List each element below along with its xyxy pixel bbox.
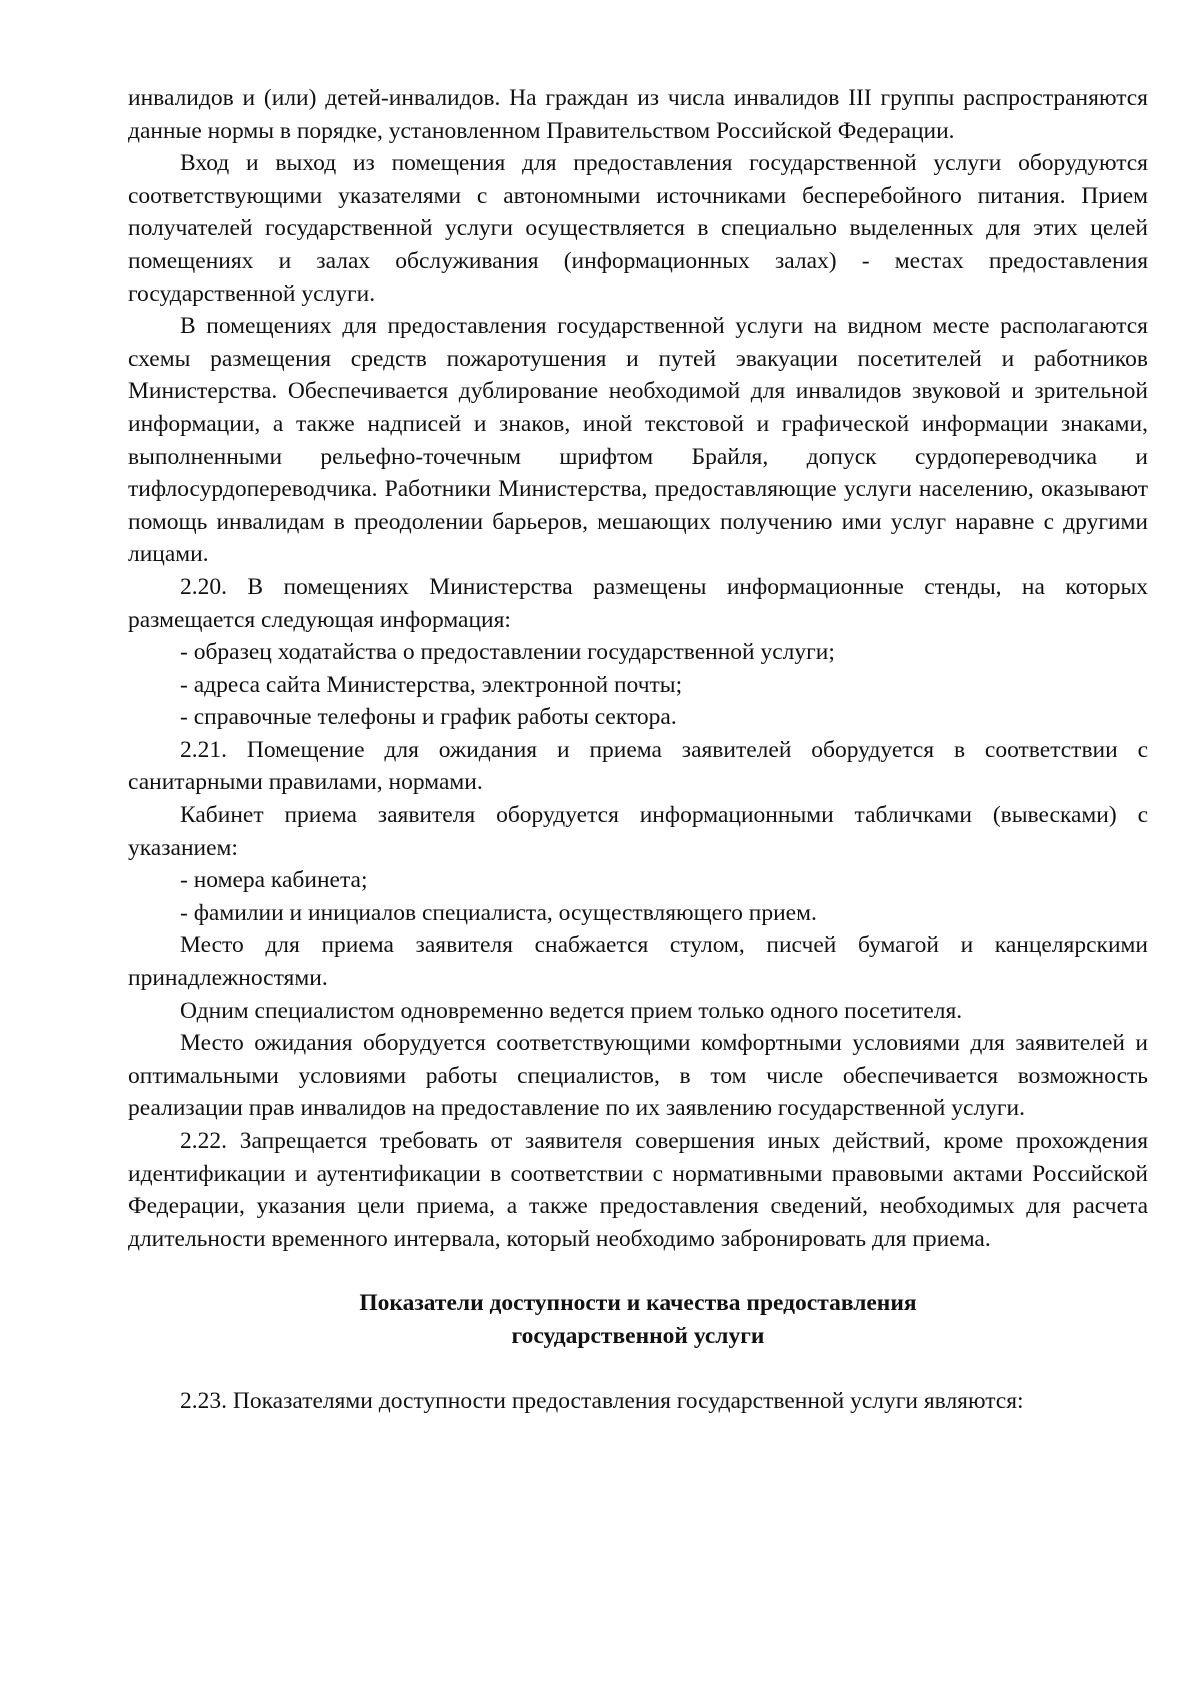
document-page [128, 82, 1148, 1417]
paragraph: - образец ходатайства о предоставлении государственной услуги; [180, 639, 835, 666]
body-text-top [128, 82, 1148, 1255]
paragraph: Вход и выход из помещения для предоставления государственной услуги оборудуются соответствующими указателями с автономными источниками бесперебойного питания. Прием получателей государственной услуги осуществляется в специально выделенных для этих целей помещениях и залах обслуживания (информационных залах) - местах предоставления государственной услуги. [128, 150, 1148, 307]
paragraph: 2.20. В помещениях Министерства размещены информационные стенды, на которых размещается следующая информация: [128, 573, 1148, 633]
paragraph: 2.21. Помещение для ожидания и приема заявителей оборудуется в соответствии с санитарными правилами, нормами. [128, 736, 1148, 796]
paragraph: - адреса сайта Министерства, электронной почты; [180, 671, 683, 698]
paragraph: Кабинет приема заявителя оборудуется информационными табличками (вывесками) с указанием: [128, 802, 1148, 861]
paragraph: инвалидов и (или) детей-инвалидов. На граждан из числа инвалидов III группы распространяются данные нормы в порядке, установленном Правительством Российской Федерации. [128, 85, 1148, 144]
paragraph: 2.22. Запрещается требовать от заявителя совершения иных действий, кроме прохождения идентификации и аутентификации в соответствии с нормативными правовыми актами Российской Федерации, указания цели приема, а также предоставления сведений, необходимых для расчета длительности временного интервала, который необходимо забронировать для приема. [128, 1128, 1148, 1252]
paragraph: В помещениях для предоставления государственной услуги на видном месте располагаются схемы размещения средств пожаротушения и путей эвакуации посетителей и работников Министерства. Обеспечивается дублирование необходимой для инвалидов звуковой и зрительной информации, а также надписей и знаков, иной текстовой и графической информации знаками, выполненными рельефно-точечным шрифтом Брайля, допуск сурдопереводчика и тифлосурдопереводчика. Работники Министерства, предоставляющие услуги населению, оказывают помощь инвалидам в преодолении барьеров, мешающих получению ими услуг наравне с другими лицами. [128, 313, 1148, 568]
paragraph: Место ожидания оборудуется соответствующими комфортными условиями для заявителей и оптимальными условиями работы специалистов, в том числе обеспечивается возможность реализации прав инвалидов на предоставление по их заявлению государственной услуги. [128, 1030, 1148, 1122]
section-heading-line-1: Показатели доступности и качества предоставления [359, 1290, 917, 1317]
paragraph: Одним специалистом одновременно ведется прием только одного посетителя. [180, 997, 963, 1024]
paragraph: - номера кабинета; [180, 867, 368, 894]
paragraph: 2.23. Показателями доступности предоставления государственной услуги являются: [180, 1387, 1024, 1414]
body-text-bottom [128, 1385, 1148, 1418]
paragraph: - фамилии и инициалов специалиста, осуществляющего прием. [180, 899, 817, 926]
paragraph: Место для приема заявителя снабжается стулом, писчей бумагой и канцелярскими принадлежностями. [128, 932, 1148, 992]
section-heading-line-2: государственной услуги [511, 1322, 765, 1349]
paragraph: - справочные телефоны и график работы сектора. [180, 704, 677, 731]
section-heading [128, 1287, 1148, 1352]
